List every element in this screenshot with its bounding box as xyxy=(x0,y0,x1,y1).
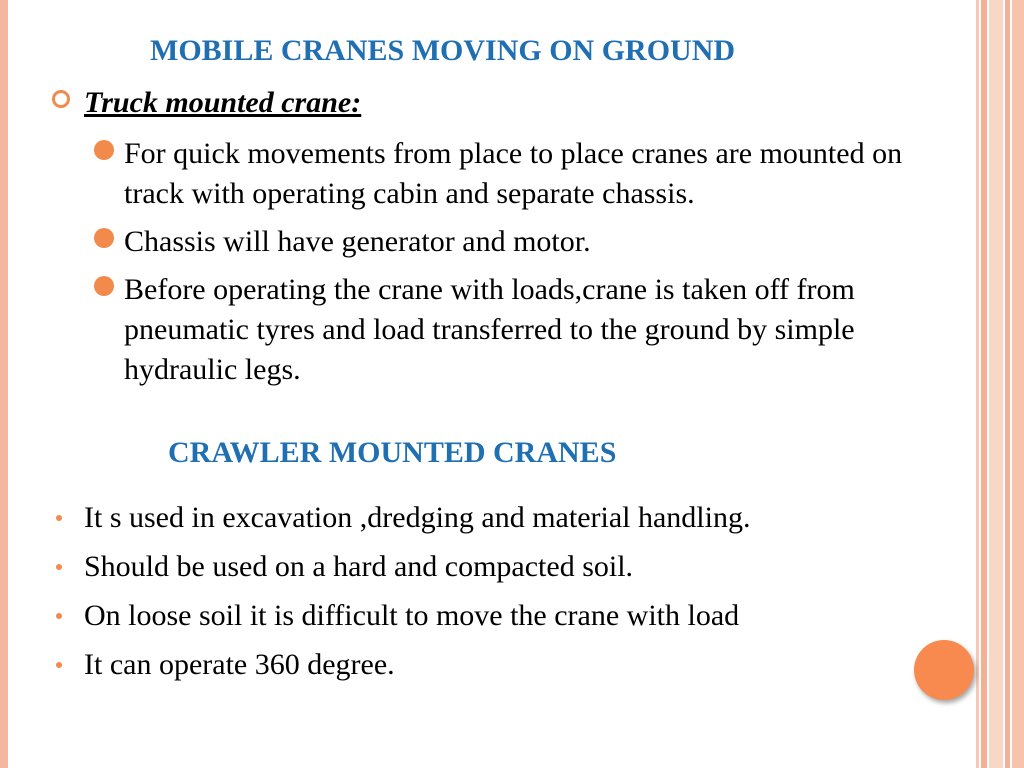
ring-bullet-icon xyxy=(52,90,70,108)
slide-title: MOBILE CRANES MOVING ON GROUND xyxy=(150,34,736,67)
list-item: It s used in excavation ,dredging and material handling. xyxy=(84,501,751,534)
bullet-dot-icon xyxy=(56,515,62,521)
section-title: CRAWLER MOUNTED CRANES xyxy=(168,436,617,469)
list-item: Chassis will have generator and motor. xyxy=(124,225,591,258)
list-item: Before operating the crane with loads,crane is taken off from pneumatic tyres and load transferred to the ground by simple hydraulic legs. xyxy=(124,273,855,386)
orange-circle-decoration xyxy=(914,640,974,700)
list-item: Should be used on a hard and compacted soil. xyxy=(84,550,634,583)
bullet-dot-icon xyxy=(56,564,62,570)
right-decorative-stripes xyxy=(976,0,1024,768)
bullet-dot-icon xyxy=(56,613,62,619)
list-item: It can operate 360 degree. xyxy=(84,648,395,681)
list-item: For quick movements from place to place cranes are mounted on track with operating cabin and separate chassis. xyxy=(124,137,903,210)
list-item: On loose soil it is difficult to move the crane with load xyxy=(84,599,740,632)
bullet-dot-icon xyxy=(94,228,114,248)
section-heading: Truck mounted crane: xyxy=(84,86,362,119)
bullet-dot-icon xyxy=(94,140,114,160)
left-decorative-stripe xyxy=(0,0,8,768)
bullet-dot-icon xyxy=(94,276,114,296)
bullet-dot-icon xyxy=(56,662,62,668)
